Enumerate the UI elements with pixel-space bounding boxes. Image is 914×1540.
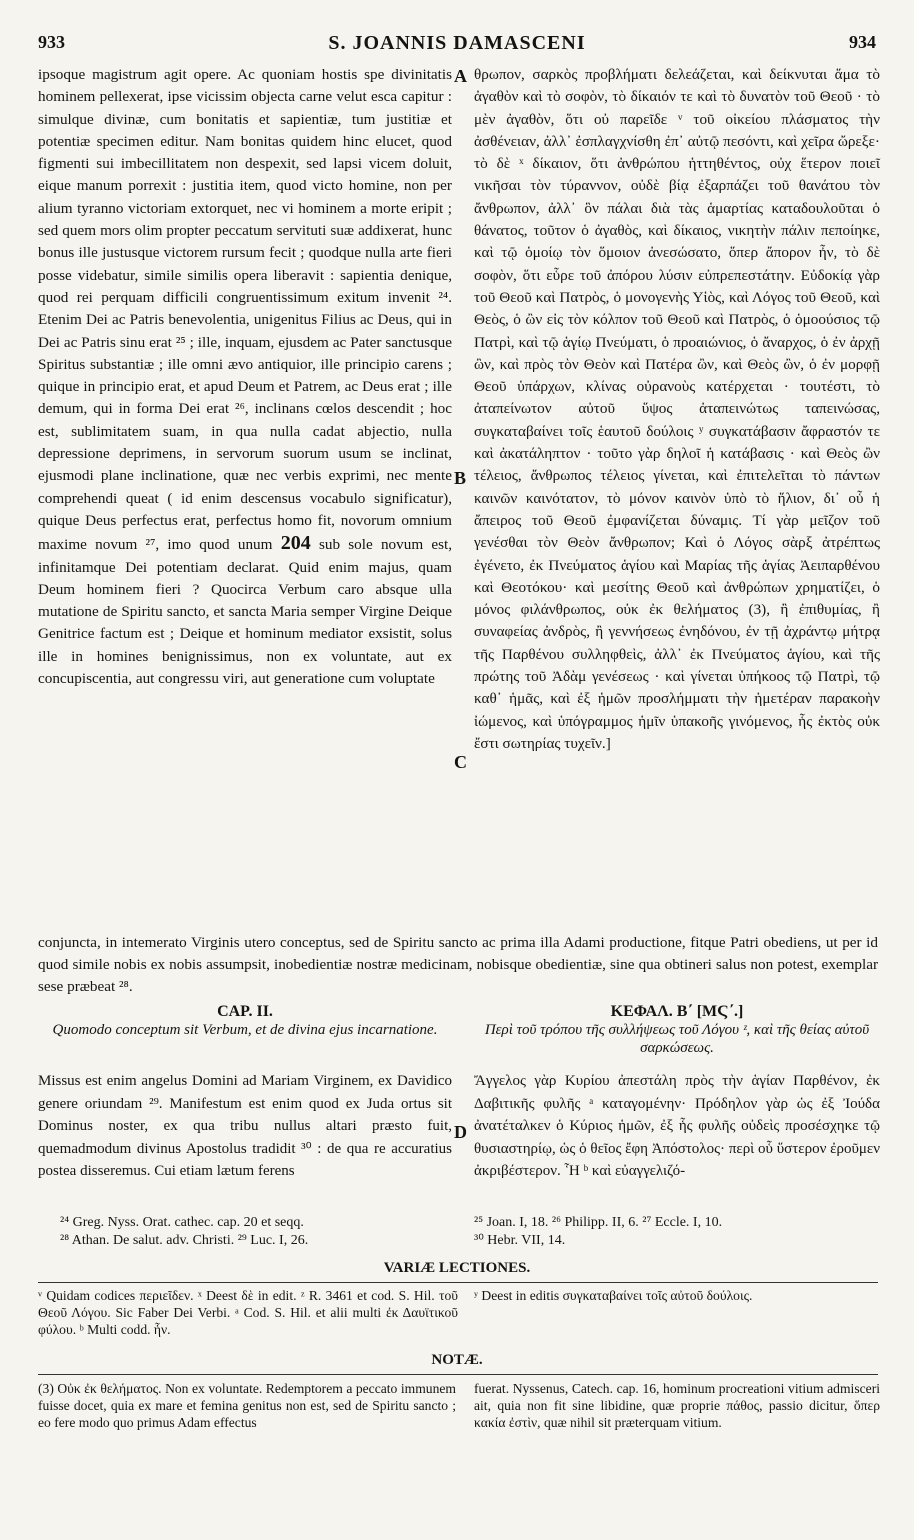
running-title: S. JOANNIS DAMASCENI: [328, 32, 586, 54]
margin-letter-b: B: [454, 468, 467, 488]
greek-column-top: [474, 64, 880, 755]
latin-cap2-text: Missus est enim angelus Domini ad Mariam Virginem, ex Davidico genere oriundam ²⁹. Manifestum est enim quod ex Juda ortus sit Dominus noster, ex qua tribu nullus altari præsto fuit, quemadmodum divinus Apostolus tradidit ³⁰ : de qua re accuratius postea disseremus. Cui etiam lætum ferens: [38, 1073, 452, 1179]
notae-left: (3) Οὐκ ἐκ θελήματος. Non ex voluntate. Redemptorem a peccato immunem fuisse docet, quia ex mare et femina genitus non est, sed de Spiritu sancto ; eo fere modo quo primus Adam effectus: [38, 1381, 456, 1430]
divider: [38, 1374, 878, 1375]
latin-text-top-b: sub sole novum est, infinitamque Dei potentiam declarat. Quid enim majus, quam Deum hominem fieri ? Quocirca Verbum caro absque ulla mutatione de Spiritu sancto, et sancta Maria semper Virgine Deique Genitrice factum est ; Deique et hominum mediator exsistit, solus ille in homines benignissimus, non ex voluntate, aut ex concupiscentia, aut congressu viri, aut generatione cum voluptate: [38, 536, 453, 688]
latin-page-marker: 204: [280, 532, 311, 555]
footnote-line-2-right: ³⁰ Hebr. VII, 14.: [474, 1233, 566, 1248]
cap-greek-heading: ΚΕΦΑΛ. Β΄ [ΜϚ΄.]: [610, 1003, 744, 1020]
cap-greek: [474, 1003, 880, 1057]
latin-column-top: [38, 64, 452, 690]
page-number-left: 933: [38, 32, 65, 52]
cap-latin-subtitle: Quomodo conceptum sit Verbum, et de divina ejus incarnatione.: [52, 1022, 438, 1038]
running-header: [0, 32, 914, 62]
footnote-line-1-left: ²⁴ Greg. Nyss. Orat. cathec. cap. 20 et seqq.: [60, 1215, 304, 1230]
footnote-line-1-right: ²⁵ Joan. I, 18. ²⁶ Philipp. II, 6. ²⁷ Eccle. I, 10.: [474, 1215, 723, 1230]
footnotes-right: [474, 1214, 880, 1250]
divider: [38, 1282, 878, 1283]
latin-cap2-column: [38, 1070, 452, 1183]
notae-right: fuerat. Nyssenus, Catech. cap. 16, hominum procreationi vitium admisceri ait, quia non fit sine libidine, quæ proprie πάθος, passio dicitur, ὅπερ κακία ἐστὶν, quæ nihil sit præterquam vitium.: [474, 1381, 880, 1430]
greek-cap2-text: Ἄγγελος γὰρ Κυρίου ἀπεστάλη πρὸς τὴν ἁγίαν Παρθένον, ἐκ Δαβιτικῆς φυλῆς ᵃ καταγομένην· Πρόδηλον γὰρ ὡς ἐξ Ἰούδα ἀνατέταλκεν ὁ Κύριος ἡμῶν, ἐξ ἧς φυλῆς οὐδεὶς προσέσχηκε τῷ θυσιαστηρίῳ, ὡς ὁ θεῖος ἔφη Ἀπόστολος· περὶ οὗ ὕστερον ἐροῦμεν ἀκριβέστερον. Ἧ ᵇ καὶ εὐαγγελιζό-: [474, 1073, 880, 1179]
latin-full-width: conjuncta, in intemerato Virginis utero conceptus, sed de Spiritu sancto ac prima illa Adami productione, fitque Patri obediens, ut per id quod simile nobis ex nobis assumpsit, inobedientiæ nostræ medicinam, nobisque obedientiæ, sine qua obtineri salus non potest, exemplar sese præbeat ²⁸.: [38, 934, 878, 995]
cap-greek-subtitle: Περὶ τοῦ τρόπου τῆς συλλήψεως τοῦ Λόγου ᶻ, καὶ τῆς θείας αὐτοῦ σαρκώσεως.: [484, 1022, 870, 1056]
footnote-line-2-left: ²⁸ Athan. De salut. adv. Christi. ²⁹ Luc. I, 26.: [60, 1233, 309, 1248]
margin-letter-d: D: [454, 1122, 467, 1142]
cap-latin-heading: CAP. II.: [217, 1003, 273, 1020]
variae-left: ᵛ Quidam codices περιεῖδεν. ˣ Deest δὲ in edit. ᶻ R. 3461 et cod. S. Hil. τοῦ Θεοῦ Λόγου. Sic Faber Dei Verbi. ᵃ Cod. S. Hil. et alii multi ἐκ Δαυϊτικοῦ φύλου. ᵇ Multi codd. ἦν.: [38, 1288, 458, 1337]
margin-letter-c: C: [454, 752, 467, 772]
margin-letter-a: A: [454, 66, 467, 86]
greek-cap2-column: [474, 1070, 880, 1183]
greek-text-top: θρωπον, σαρκὸς προβλήματι δελεάζεται, καὶ δείκνυται ἅμα τὸ ἀγαθὸν καὶ τὸ σοφὸν, τὸ δίκαιόν τε καὶ τὸ δυνατὸν τοῦ Θεοῦ · τὸ μὲν ἀγαθὸν, ὅτι οὐ παρεῖδε ᵛ τοῦ οἰκείου πλάσματος τὴν ἀσθένειαν, ἀλλ᾽ ἐσπλαγχνίσθη ἐπ᾽ αὐτῷ πεσόντι, καὶ χεῖρα ὤρεξε· τὸ δὲ ˣ δίκαιον, ὅτι ἀνθρώπου ἡττηθέντος, οὐχ ἕτερον ποιεῖ νικῆσαι τὸν τύραννον, οὐδὲ βίᾳ ἐξαρπάζει τοῦ θανάτου τὸν ἄνθρωπον, ἀλλ᾽ ὃν πάλαι διὰ τὰς ἁμαρτίας καταδουλοῦται ὁ θάνατος, τοῦτον ὁ ἀγαθὸς, καὶ δίκαιος, νικητὴν πάλιν πεποίηκε, καὶ τῷ ὁμοίῳ τὸν ὅμοιον ἀνεσώσατο, ὅπερ ἄπορον ἦν, τὸ δὲ σοφὸν, ὅτι εὗρε τοῦ ἀπόρου λύσιν εὐπρεπεστάτην. Εὐδοκίᾳ γὰρ τοῦ Θεοῦ καὶ Πατρὸς, ὁ μονογενὴς Υἱὸς, καὶ Λόγος τοῦ Θεοῦ, καὶ Θεὸς, ὁ ὢν εἰς τὸν κόλπον τοῦ Θεοῦ καὶ Πατρὸς, ὁ ὁμοούσιος τῷ Πατρὶ, καὶ τῷ ἁγίῳ Πνεύματι, ὁ προαιώνιος, ὁ ἄναρχος, ὁ ἐν ἀρχῇ ὢν, καὶ πρὸς τὸν Θεὸν καὶ Πατέρα ὢν, καὶ Θεὸς ὢν, ὁ ἐν μορφῇ Θεοῦ ὑπάρχων, κλίνας οὐρανοὺς κατέρχεται · τουτέστι, τὸ ἀταπείνωτον αὐτοῦ ὕψος ἀταπεινώτως ταπεινώσας, συγκαταβαίνει τοῖς ἑαυτοῦ δούλοις ʸ συγκατάβασιν ἄφραστόν τε καὶ ἀκατάληπτον · τοῦτο γὰρ δηλοῖ ἡ κατάβασις · καὶ Θεὸς ὢν τέλειος, ἄνθρωπος τέλειος γίνεται, καὶ ἐπιτελεῖται τὸ πάντων καινῶν καινότατον, τὸ μόνον καινὸν ὑπὸ τὸ ἥλιον, δι᾽ οὗ ἡ ἄπειρος τοῦ Θεοῦ ἐμφανίζεται δύναμις. Τί γὰρ μεῖζον τοῦ γενέσθαι τὸν Θεὸν ἄνθρωπον; Καὶ ὁ Λόγος σὰρξ ἀτρέπτως ἐγένετο, ἐκ Πνεύματος ἁγίου καὶ Μαρίας τῆς ἁγίας Ἀειπαρθένου καὶ Θεοτόκου· καὶ μεσίτης Θεοῦ καὶ ἀνθρώπων χρηματίζει, ὁ μόνος φιλάνθρωπος, οὐκ ἐκ θελήματος (3), ἢ ἐπιθυμίας, ἢ συναφείας ἀνδρὸς, ἢ γεννήσεως ἐνηδόνου, ἐν τῇ ἀχράντῳ μήτρᾳ τῆς Παρθένου συλληφθεὶς, ἀλλ᾽ ἐκ Πνεύματος ἁγίου, καὶ τῆς πρώτης τοῦ Ἀδὰμ γενέσεως · καὶ γίνεται ὑπήκοος τῷ Πατρὶ, τῷ καθ᾽ ἡμᾶς, καὶ ἐξ ἡμῶν προσλήμματι τὴν ἡμετέραν παρακοὴν ἰώμενος, καὶ ὑπόγραμμος ἡμῖν ὑπακοῆς γινόμενος, ἧς ἐκτὸς οὐκ ἔστι σωτηρίας τυχεῖν.]: [474, 66, 880, 752]
footnotes-left: [60, 1214, 460, 1250]
variae-right: ʸ Deest in editis συγκαταβαίνει τοῖς αὐτοῦ δούλοις.: [474, 1288, 753, 1303]
variae-heading: VARIÆ LECTIONES.: [383, 1260, 531, 1276]
page-number-right: 934: [849, 32, 876, 52]
latin-text-top: ipsoque magistrum agit opere. Ac quoniam hostis spe divinitatis hominem pellexerat, ipse vicissim objecta carne velut esca capitur : simulque divinæ, cum bonitatis et sapientiæ, tum justitiæ et potentiæ specimen editur. Nam bonitas quidem hinc elucet, quod figmenti sui imbecillitatem non despexit, sed lapsi vicem doluit, eique manum porrexit : justitia item, quod victo homine, non per alium tyranno victoriam extorquet, nec vi hominem a morte eripit ; sed quem mors olim propter peccatum servituti suæ addixerat, hunc bonus ille justusque victorem rursum fecit ; quodque nulla arte fieri posse videbatur, simile similis opera liberavit : sapientia denique, quod rei perquam difficili congruentissimum exitum invenit ²⁴. Etenim Dei ac Patris benevolentia, unigenitus Filius ac Deus, qui in Dei ac Patris sinu erat ²⁵ ; ille, inquam, ejusdem ac Pater sanctusque Spiritus substantiæ ; ille omni ævo antiquior, ille principio carens ; quique in principio erat, et apud Deum et Patrem, ac Deus erat ; ille demum, qui in forma Dei erat ²⁶, inclinans cœlos descendit ; hoc est, sublimitatem suam, in qua nulla cadat abjectio, nulla depressione deprimens, in servorum suorum usum se inclinat, ejusmodi plane inclinatione, quæ nec verbis exprimi, nec mente comprehendi queat ( id enim descensus vocabulo significatur), quique Deus perfectus erat, perfectus homo fit, novorum omnium maxime novum ²⁷, imo quod unum: [38, 66, 452, 554]
cap-latin: [38, 1003, 452, 1039]
notae-heading: NOTÆ.: [431, 1352, 483, 1368]
